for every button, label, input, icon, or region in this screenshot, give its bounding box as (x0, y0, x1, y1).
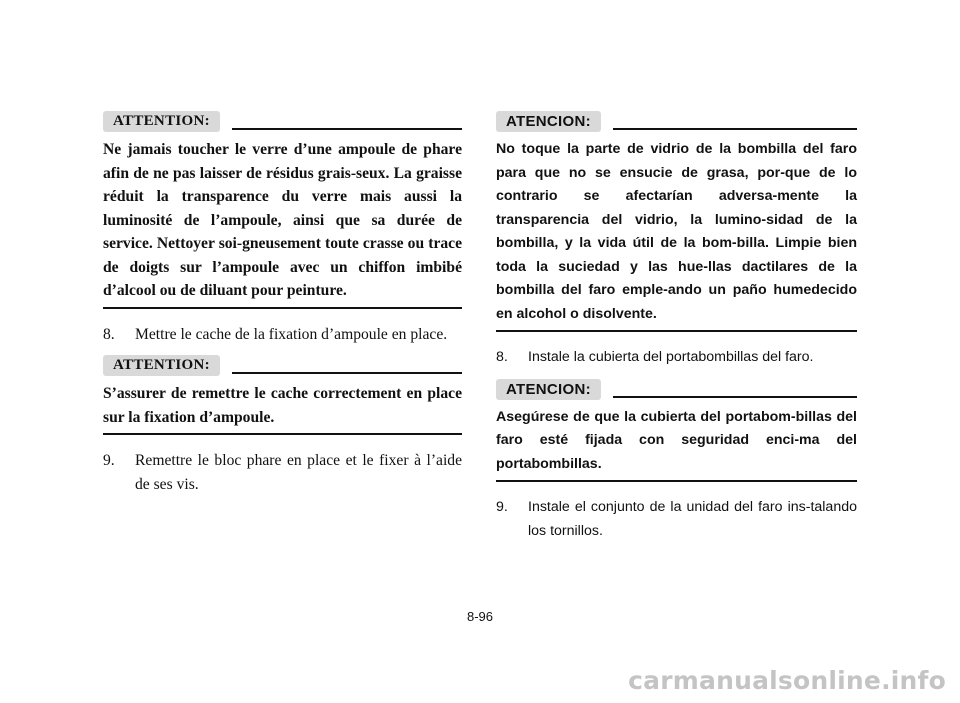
attention-header (496, 376, 857, 400)
step-text: Instale el conjunto de la unidad del faro ins-talando los tornillos. (528, 499, 857, 539)
header-rule (232, 372, 462, 374)
attention-label: ATENCION: (496, 379, 601, 400)
step-text: Remettre le bloc phare en place et le fixer à l’aide de ses vis. (135, 452, 462, 493)
header-rule (613, 396, 857, 398)
watermark: carmanualsonline.info (628, 666, 946, 695)
attention-text: S’assurer de remettre le cache correctement en place sur la fixation d’ampoule. (103, 382, 462, 435)
header-rule (232, 128, 462, 130)
attention-header (103, 108, 462, 132)
step-text: Instale la cubierta del portabombillas del faro. (528, 349, 814, 365)
attention-text: Asegúrese de que la cubierta del portabom-billas del faro esté fijada con seguridad enci-ma del portabombillas. (496, 406, 857, 483)
step-number: 9. (103, 452, 115, 469)
step-number: 8. (496, 349, 508, 365)
step-item (103, 449, 462, 496)
step-item (496, 346, 857, 370)
attention-label: ATTENTION: (103, 355, 220, 376)
attention-text: Ne jamais toucher le verre d’une ampoule de phare afin de ne pas laisser de résidus grais-seux. La graisse réduit la transparence du verre mais aussi la luminosité de l’ampoule, ainsi que sa durée de service. Nettoyer soi-gneusement toute crasse ou trace de doigts sur l’ampoule avec un chiffon imbibé d’alcool ou de diluant pour peinture. (103, 138, 462, 309)
page-number: 8-96 (466, 609, 494, 624)
header-rule (613, 128, 857, 130)
step-number: 8. (103, 325, 115, 343)
attention-label: ATENCION: (496, 111, 601, 132)
step-item (103, 323, 462, 347)
attention-label: ATTENTION: (103, 111, 220, 132)
attention-header (496, 108, 857, 132)
step-number: 9. (496, 499, 508, 515)
step-text: Mettre le cache de la fixation d’ampoule en place. (135, 325, 448, 343)
step-item (496, 496, 857, 543)
spanish-column (496, 108, 857, 549)
attention-header (103, 352, 462, 376)
french-column (103, 108, 462, 502)
attention-text: No toque la parte de vidrio de la bombilla del faro para que no se ensucie de grasa, por-que de lo contrario se afectarían adversa-mente la transparencia del vidrio, la lumino-sidad de la bombilla, y la vida útil de la bom-billa. Limpie bien toda la suciedad y las hue-llas dactilares de la bombilla del faro emple-ando un paño humedecido en alcohol o disolvente. (496, 138, 857, 332)
